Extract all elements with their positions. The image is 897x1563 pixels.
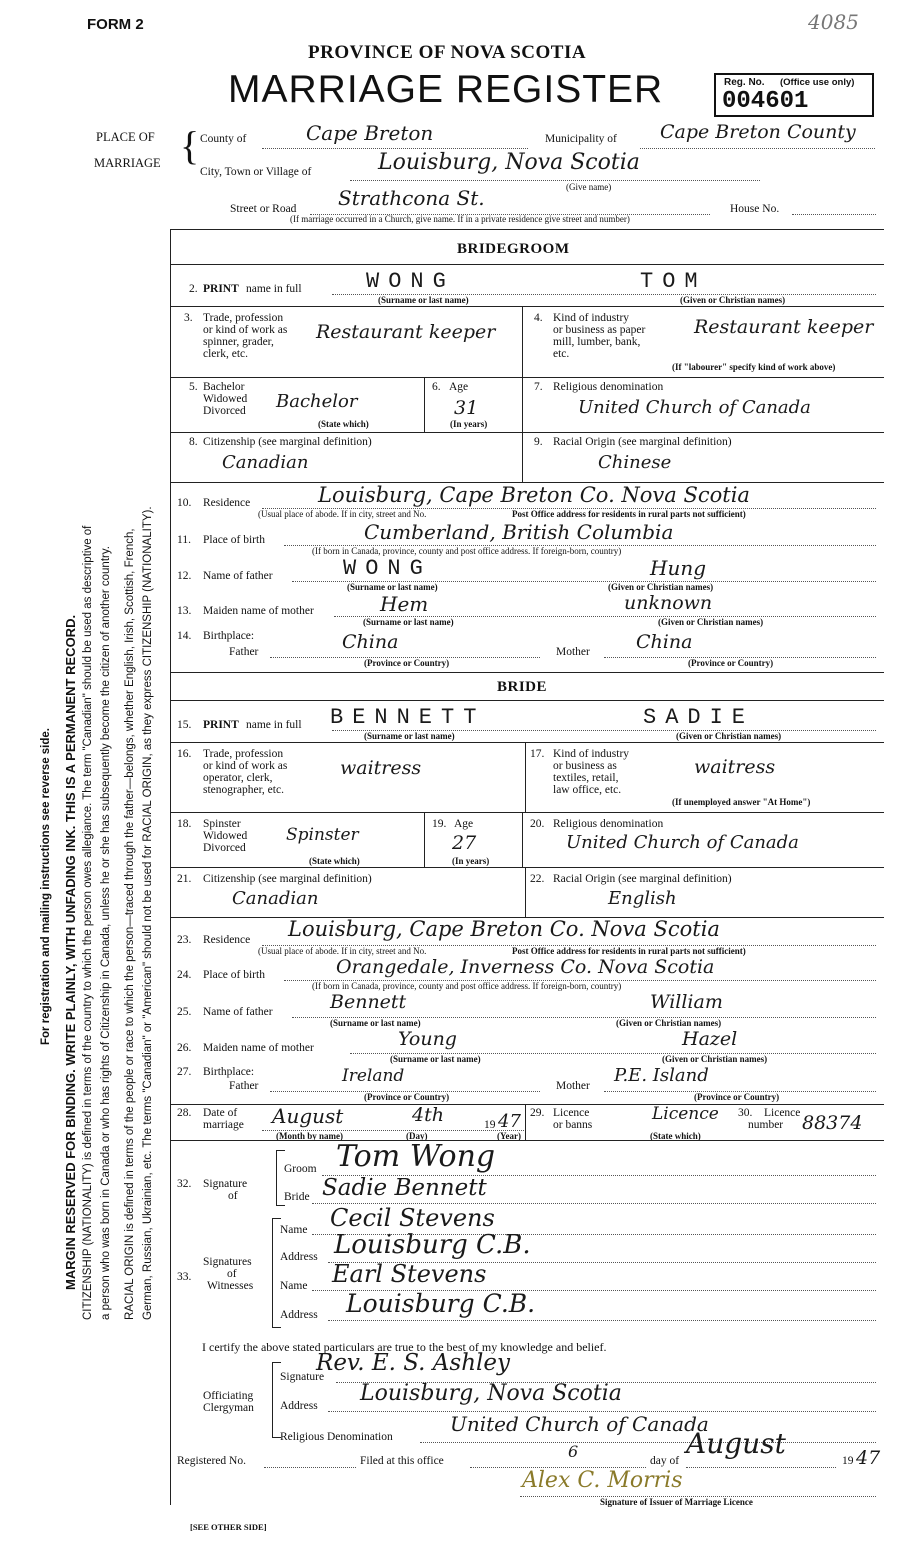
clergy-religion: United Church of Canada: [450, 1412, 709, 1436]
w2-address-label: Address: [280, 1309, 318, 1321]
field-11-number: 11.: [177, 534, 191, 546]
groom-industry-label-2: or business as paper: [553, 324, 646, 336]
house-label: House No.: [730, 203, 780, 215]
groom-religion: United Church of Canada: [578, 397, 811, 418]
groom-father-surname-note: (Surname or last name): [347, 582, 438, 592]
groom-residence-note-1: (Usual place of abode. If in city, street and No.: [258, 509, 427, 519]
marriage-date-label-1: Date of: [203, 1107, 238, 1119]
bride-age-label: Age: [454, 818, 474, 830]
form-number: FORM 2: [87, 16, 144, 33]
groom-bp-father-label: Father: [229, 646, 259, 658]
field-12-number: 12.: [177, 570, 192, 582]
marriage-month: August: [272, 1104, 344, 1128]
field-19-number: 19.: [432, 818, 447, 830]
w1-address-label: Address: [280, 1251, 318, 1263]
field-24-number: 24.: [177, 969, 192, 981]
groom-trade: Restaurant keeper: [316, 321, 496, 343]
w2-name: Earl Stevens: [332, 1260, 487, 1288]
groom-bp-father: China: [342, 631, 399, 653]
bride-status: Spinster: [286, 825, 359, 845]
clergy-address-label: Address: [280, 1400, 318, 1412]
groom-birth-note: (If born in Canada, province, county and post office address. If foreign-born, country): [312, 546, 622, 556]
field-2-number: 2.: [189, 283, 198, 295]
bride-father-label: Name of father: [203, 1006, 273, 1018]
place-label-2: MARRIAGE: [94, 156, 161, 170]
groom-mother-given-note: (Given or Christian names): [658, 617, 764, 627]
issuer-note: Signature of Issuer of Marriage Licence: [600, 1497, 753, 1507]
bride-status-note: (State which): [309, 856, 360, 866]
groom-status-label-2: Widowed: [203, 393, 248, 405]
groom-trade-label-2: or kind of work as: [203, 324, 288, 336]
bride-citizenship-label: Citizenship (see marginal definition): [203, 873, 372, 885]
field-8-number: 8.: [189, 436, 198, 448]
groom-age-label: Age: [449, 381, 469, 393]
bride-sig-label: Bride: [284, 1191, 310, 1203]
bride-trade-label-3: operator, clerk,: [203, 772, 273, 784]
groom-father-label: Name of father: [203, 570, 273, 582]
clergy-label-1: Officiating: [203, 1390, 254, 1402]
groom-age-note: (In years): [450, 419, 488, 429]
bride-name-in-full-label: name in full: [246, 719, 302, 731]
field-32-number: 32.: [177, 1178, 192, 1190]
bride-residence-note-2: Post Office address for residents in rural parts not sufficient): [512, 946, 746, 956]
groom-religion-label: Religious denomination: [553, 381, 664, 393]
groom-mother-surname: Hem: [380, 592, 429, 616]
county-value: Cape Breton: [306, 121, 434, 145]
marriage-year-note: (Year): [497, 1131, 521, 1141]
groom-residence-note-2: Post Office address for residents in rural parts not sufficient): [512, 509, 746, 519]
groom-residence-label: Residence: [203, 497, 251, 509]
bride-trade-label-1: Trade, profession: [203, 748, 284, 760]
citizenship-definition-1: CITIZENSHIP (NATIONALITY) is defined in terms of the country to which the person owes allegiance. The term "Canadian" should be used as descriptive of: [82, 525, 94, 1320]
groom-industry-label-3: mill, lumber, bank,: [553, 336, 641, 348]
bride-father-given: William: [650, 991, 723, 1013]
racial-origin-definition-2: German, Russian, Ukrainian, etc. The terms "Canadian" or "American" should not be used for RACIAL ORIGIN, as they express CITIZENSHIP (NATIONALITY).: [142, 506, 154, 1320]
witness-label-1: Signatures: [203, 1256, 252, 1268]
groom-residence: Louisburg, Cape Breton Co. Nova Scotia: [318, 483, 750, 507]
groom-given: TOM: [640, 269, 707, 294]
margin-binding-notice: MARGIN RESERVED FOR BINDING. WRITE PLAINLY, WITH UNFADING INK. THIS IS A PERMANENT RECORD.: [63, 614, 78, 1290]
bride-residence: Louisburg, Cape Breton Co. Nova Scotia: [288, 917, 720, 941]
bride-status-label-2: Widowed: [203, 830, 248, 842]
groom-given-note: (Given or Christian names): [680, 295, 786, 305]
bride-industry-label-2: or business as: [553, 760, 617, 772]
clergy-label-2: Clergyman: [203, 1402, 254, 1414]
municipality-value: Cape Breton County: [660, 121, 856, 143]
bride-industry: waitress: [694, 756, 776, 778]
groom-status: Bachelor: [276, 391, 358, 412]
bride-status-label-1: Spinster: [203, 818, 241, 830]
w2-name-label: Name: [280, 1280, 308, 1292]
bride-industry-label-3: textiles, retail,: [553, 772, 619, 784]
groom-industry-label-4: etc.: [553, 348, 570, 360]
place-label-1: PLACE OF: [96, 130, 155, 144]
marriage-day-note: (Day): [406, 1131, 428, 1141]
marriage-year: 47: [498, 1111, 521, 1132]
licence-number: 88374: [802, 1112, 863, 1134]
field-5-number: 5.: [189, 381, 198, 393]
filed-year-prefix: 19: [842, 1455, 854, 1467]
bride-bp-father-note: (Province or Country): [364, 1092, 450, 1102]
bride-trade-label-2: or kind of work as: [203, 760, 288, 772]
field-15-number: 15.: [177, 719, 192, 731]
bride-bp-mother-note: (Province or Country): [694, 1092, 780, 1102]
bride-father-surname-note: (Surname or last name): [330, 1018, 421, 1028]
bride-mother-surname: Young: [398, 1028, 457, 1050]
field-28-number: 28.: [177, 1107, 192, 1119]
street-label: Street or Road: [230, 203, 297, 215]
reg-no-box: [714, 73, 874, 117]
name-in-full-label: name in full: [246, 283, 302, 295]
groom-trade-label-3: spinner, grader,: [203, 336, 274, 348]
city-note: (Give name): [566, 182, 612, 192]
groom-origin-label: Racial Origin (see marginal definition): [553, 436, 732, 448]
bride-trade-label-4: stenographer, etc.: [203, 784, 284, 796]
field-21-number: 21.: [177, 873, 192, 885]
marriage-year-prefix: 19: [484, 1119, 496, 1131]
marriage-date-label-2: marriage: [203, 1119, 244, 1131]
bride-bp-father: Ireland: [342, 1066, 405, 1086]
groom-trade-label-1: Trade, profession: [203, 312, 284, 324]
field-18-number: 18.: [177, 818, 192, 830]
groom-status-note: (State which): [318, 419, 369, 429]
witness-label-3: Witnesses: [207, 1280, 254, 1292]
bride-birth-label: Place of birth: [203, 969, 265, 981]
bride-residence-note-1: (Usual place of abode. If in city, street and No.: [258, 946, 427, 956]
groom-bp-label: Birthplace:: [203, 630, 255, 642]
field-6-number: 6.: [432, 381, 441, 393]
bride-mother-given: Hazel: [682, 1028, 738, 1050]
bride-heading: BRIDE: [497, 679, 548, 695]
field-29-number: 29.: [530, 1107, 545, 1119]
bride-given-note: (Given or Christian names): [676, 731, 782, 741]
groom-citizenship: Canadian: [222, 452, 309, 473]
groom-age: 31: [454, 397, 479, 419]
certification-text: I certify the above stated particulars are true to the best of my knowledge and belief.: [202, 1340, 607, 1354]
groom-father-surname: WONG: [343, 556, 432, 581]
field-17-number: 17.: [530, 748, 545, 760]
page-title: MARRIAGE REGISTER: [228, 68, 664, 111]
groom-father-given-note: (Given or Christian names): [608, 582, 714, 592]
bride-status-label-3: Divorced: [203, 842, 246, 854]
groom-mother-given: unknown: [624, 592, 713, 614]
groom-bp-father-note: (Province or Country): [364, 658, 450, 668]
signature-of-label-2: of: [228, 1190, 238, 1202]
bride-trade: waitress: [340, 757, 422, 779]
licence-note: (State which): [650, 1131, 701, 1141]
street-value: Strathcona St.: [338, 186, 485, 210]
bride-surname-note: (Surname or last name): [364, 731, 455, 741]
reg-no-value: 004601: [722, 88, 809, 115]
racial-origin-definition-1: RACIAL ORIGIN is defined in terms of the people or race to which the person—traced through the father—belongs, whether English, Irish, Scottish, French,: [124, 528, 136, 1320]
groom-industry: Restaurant keeper: [694, 316, 874, 338]
field-30-number: 30.: [738, 1107, 753, 1119]
witness-label-2: of: [227, 1268, 237, 1280]
bride-origin-label: Racial Origin (see marginal definition): [553, 873, 732, 885]
field-9-number: 9.: [534, 436, 543, 448]
clergy-religion-label: Religious Denomination: [280, 1431, 393, 1443]
bride-birth-note: (If born in Canada, province, county and post office address. If foreign-born, country): [312, 981, 622, 991]
w1-address: Louisburg C.B.: [334, 1230, 531, 1260]
reg-no-label: Reg. No.: [724, 77, 765, 88]
field-13-number: 13.: [177, 605, 192, 617]
place-brace: {: [180, 123, 200, 168]
bride-bp-mother: P.E. Island: [614, 1065, 709, 1086]
groom-birth-label: Place of birth: [203, 534, 265, 546]
bride-origin: English: [608, 888, 677, 909]
bride-mother-surname-note: (Surname or last name): [390, 1054, 481, 1064]
groom-status-label-3: Divorced: [203, 405, 246, 417]
bride-industry-label-4: law office, etc.: [553, 784, 622, 796]
filed-month: August: [686, 1427, 786, 1460]
see-other-side: [SEE OTHER SIDE]: [190, 1522, 267, 1532]
clergy-signature: Rev. E. S. Ashley: [316, 1350, 510, 1376]
field-14-number: 14.: [177, 630, 192, 642]
bride-bp-mother-label: Mother: [556, 1080, 590, 1092]
bride-bp-father-label: Father: [229, 1080, 259, 1092]
province-heading: PROVINCE OF NOVA SCOTIA: [308, 42, 587, 63]
groom-surname-note: (Surname or last name): [378, 295, 469, 305]
field-23-number: 23.: [177, 934, 192, 946]
issuer-signature: Alex C. Morris: [522, 1468, 683, 1493]
licence-no-label-1: Licence: [764, 1107, 801, 1119]
reg-no-note: (Office use only): [780, 77, 855, 88]
city-value: Louisburg, Nova Scotia: [378, 150, 640, 175]
marriage-day: 4th: [412, 1104, 444, 1126]
registered-no-label: Registered No.: [177, 1455, 246, 1467]
bride-mother-label: Maiden name of mother: [203, 1042, 314, 1054]
field-10-number: 10.: [177, 497, 192, 509]
margin-instructions: For registration and mailing instructions see reverse side.: [40, 728, 52, 1045]
marriage-month-note: (Month by name): [276, 1131, 343, 1141]
field-25-number: 25.: [177, 1006, 192, 1018]
bridegroom-heading: BRIDEGROOM: [457, 241, 570, 257]
clergy-address: Louisburg, Nova Scotia: [360, 1381, 622, 1406]
groom-mother-surname-note: (Surname or last name): [363, 617, 454, 627]
groom-industry-note: (If "labourer" specify kind of work above): [672, 362, 836, 372]
clergy-signature-label: Signature: [280, 1371, 325, 1383]
groom-citizenship-label: Citizenship (see marginal definition): [203, 436, 372, 448]
groom-bp-mother-note: (Province or Country): [688, 658, 774, 668]
w1-name: Cecil Stevens: [330, 1204, 495, 1232]
field-20-number: 20.: [530, 818, 545, 830]
bride-age: 27: [452, 832, 477, 854]
street-note: (If marriage occurred in a Church, give name. If in a private residence give street and number): [290, 214, 630, 224]
groom-status-label-1: Bachelor: [203, 381, 245, 393]
field-3-number: 3.: [184, 312, 193, 324]
bride-industry-label-1: Kind of industry: [553, 748, 630, 760]
licence-label-2: or banns: [553, 1119, 593, 1131]
bride-father-surname: Bennett: [330, 991, 407, 1013]
groom-origin: Chinese: [598, 452, 672, 473]
licence-no-label-2: number: [748, 1119, 784, 1131]
groom-surname: WONG: [366, 269, 455, 294]
groom-sig-label: Groom: [284, 1163, 317, 1175]
bride-religion-label: Religious denomination: [553, 818, 664, 830]
groom-mother-label: Maiden name of mother: [203, 605, 314, 617]
municipality-label: Municipality of: [545, 133, 617, 145]
groom-signature: Tom Wong: [336, 1139, 496, 1174]
field-27-number: 27.: [177, 1066, 192, 1078]
bride-bp-label: Birthplace:: [203, 1066, 255, 1078]
w1-name-label: Name: [280, 1224, 308, 1236]
bride-given: SADIE: [643, 705, 755, 730]
city-label: City, Town or Village of: [200, 166, 312, 178]
field-16-number: 16.: [177, 748, 192, 760]
filed-year: 47: [856, 1447, 881, 1469]
filed-day: 6: [568, 1442, 579, 1461]
archive-number: 4085: [808, 10, 859, 34]
bride-age-note: (In years): [452, 856, 490, 866]
print-label: PRINT: [203, 283, 239, 295]
field-33-number: 33.: [177, 1271, 192, 1283]
filed-label: Filed at this office: [360, 1455, 444, 1467]
groom-industry-label-1: Kind of industry: [553, 312, 630, 324]
bride-father-given-note: (Given or Christian names): [616, 1018, 722, 1028]
bride-mother-given-note: (Given or Christian names): [662, 1054, 768, 1064]
signature-of-label-1: Signature: [203, 1178, 248, 1190]
field-7-number: 7.: [534, 381, 543, 393]
county-label: County of: [200, 133, 247, 145]
groom-bp-mother: China: [636, 631, 693, 653]
day-of-label: day of: [650, 1455, 680, 1467]
citizenship-definition-2: a person who was born in Canada or who has rights of Citizenship in Canada, unless he or she has subsequently become the citizen of another country.: [100, 546, 112, 1320]
w2-address: Louisburg C.B.: [346, 1289, 536, 1318]
bride-residence-label: Residence: [203, 934, 251, 946]
bride-industry-note: (If unemployed answer "At Home"): [672, 797, 811, 807]
groom-bp-mother-label: Mother: [556, 646, 590, 658]
bride-print-label: PRINT: [203, 719, 239, 731]
groom-birth: Cumberland, British Columbia: [364, 520, 674, 544]
bride-surname: BENNETT: [330, 705, 486, 730]
bride-religion: United Church of Canada: [566, 832, 799, 853]
field-26-number: 26.: [177, 1042, 192, 1054]
groom-father-given: Hung: [650, 556, 707, 580]
field-22-number: 22.: [530, 873, 545, 885]
bride-citizenship: Canadian: [232, 888, 319, 909]
bride-signature: Sadie Bennett: [322, 1175, 487, 1201]
field-4-number: 4.: [534, 312, 543, 324]
licence-type: Licence: [652, 1104, 719, 1124]
bride-birth: Orangedale, Inverness Co. Nova Scotia: [336, 956, 715, 978]
licence-label-1: Licence: [553, 1107, 590, 1119]
groom-trade-label-4: clerk, etc.: [203, 348, 249, 360]
